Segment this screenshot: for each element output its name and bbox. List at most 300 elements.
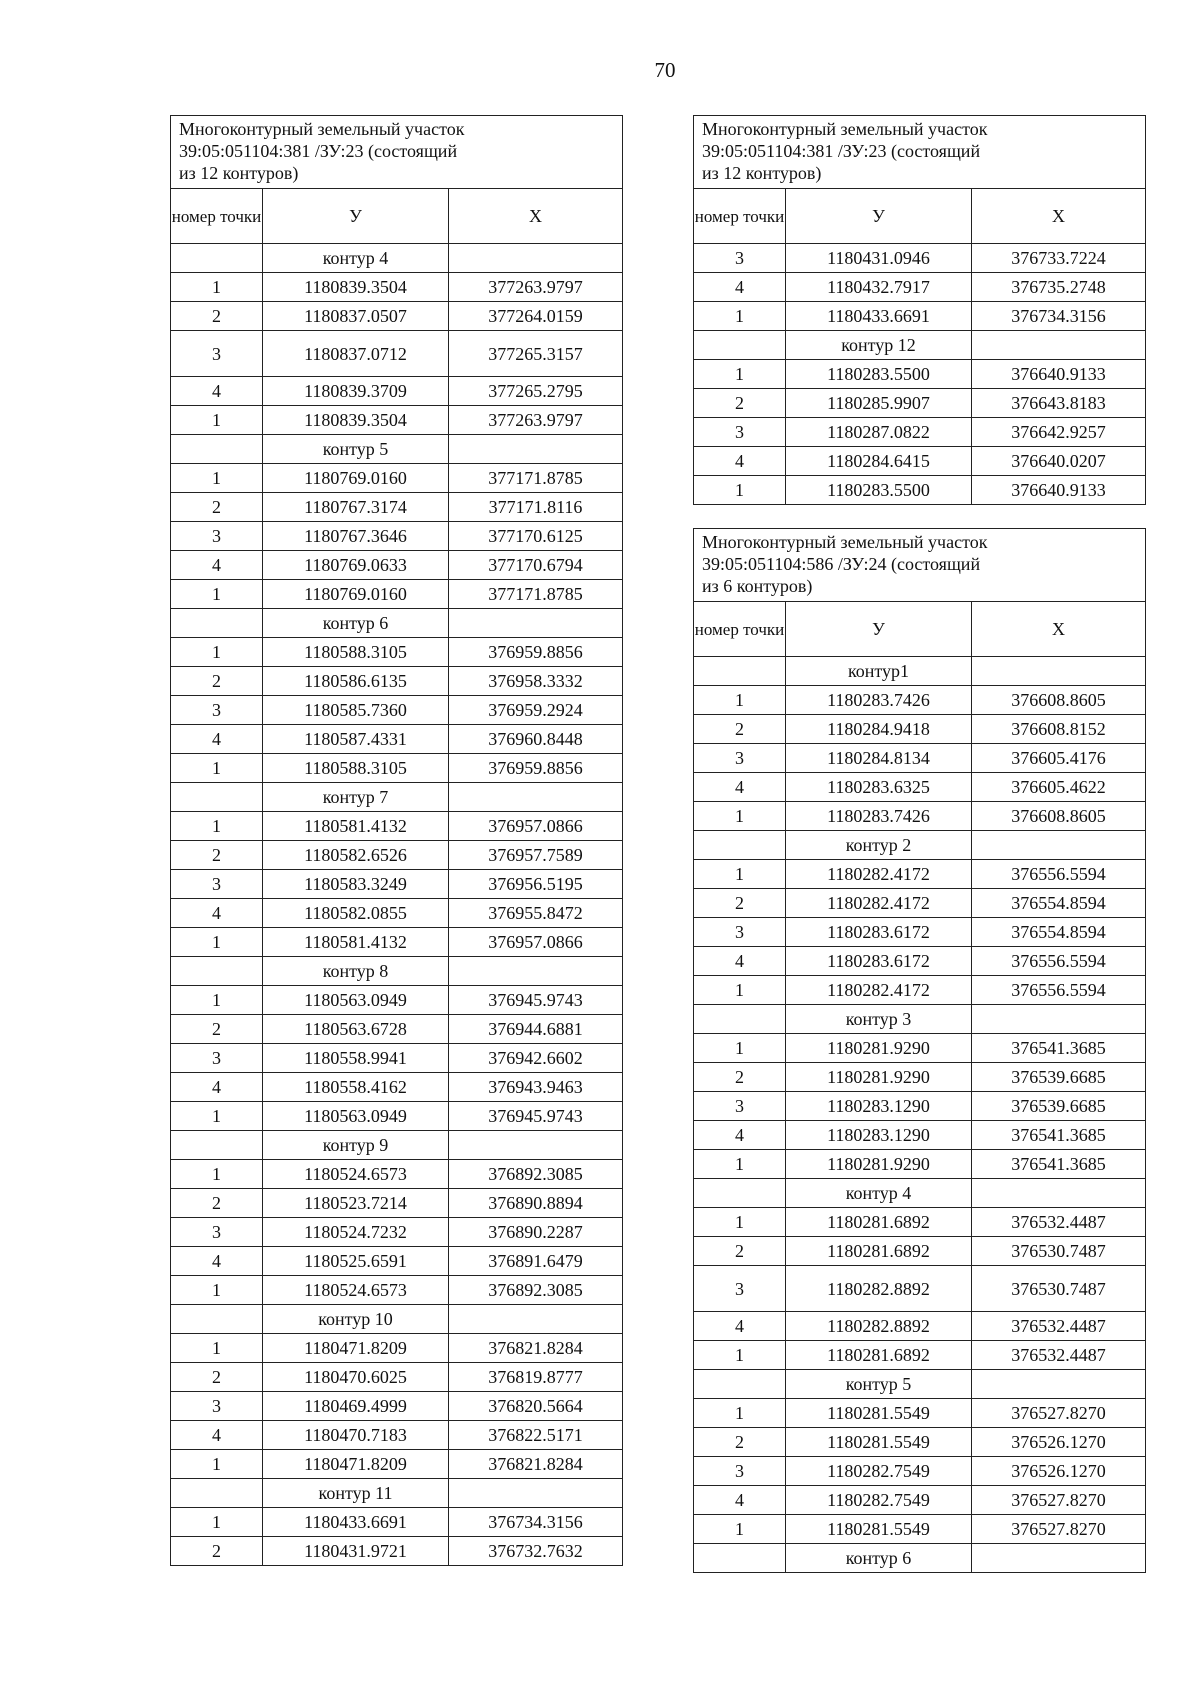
point-number-cell: 1: [171, 1160, 263, 1189]
y-coordinate-cell: 1180471.8209: [263, 1450, 449, 1479]
contour-empty-cell: [694, 1370, 786, 1399]
contour-row: [694, 1005, 1146, 1034]
x-coordinate-cell: 376541.3685: [972, 1121, 1146, 1150]
y-coordinate-cell: 1180469.4999: [263, 1392, 449, 1421]
contour-empty-cell: [171, 783, 263, 812]
point-number-cell: 2: [694, 889, 786, 918]
x-coordinate-cell: 376958.3332: [449, 667, 623, 696]
contour-row: [171, 435, 623, 464]
column-header-point-number: номер точки: [694, 602, 786, 657]
contour-empty-cell: [171, 435, 263, 464]
contour-row: [694, 1544, 1146, 1573]
y-coordinate-cell: 1180283.5500: [786, 360, 972, 389]
contour-empty-cell: [449, 244, 623, 273]
table-row: [694, 273, 1146, 302]
x-coordinate-cell: 377171.8116: [449, 493, 623, 522]
table-row: [171, 1073, 623, 1102]
point-number-cell: 4: [171, 725, 263, 754]
y-coordinate-cell: 1180767.3174: [263, 493, 449, 522]
point-number-cell: 1: [171, 1334, 263, 1363]
y-coordinate-cell: 1180287.0822: [786, 418, 972, 447]
table-row: [694, 947, 1146, 976]
y-coordinate-cell: 1180281.9290: [786, 1063, 972, 1092]
x-coordinate-cell: 376640.9133: [972, 360, 1146, 389]
table-row: [171, 1334, 623, 1363]
x-coordinate-cell: 376819.8777: [449, 1363, 623, 1392]
point-number-cell: 4: [694, 273, 786, 302]
point-number-cell: 3: [694, 744, 786, 773]
x-coordinate-cell: 377265.2795: [449, 377, 623, 406]
table-row: [694, 860, 1146, 889]
table-row: [171, 302, 623, 331]
y-coordinate-cell: 1180769.0160: [263, 580, 449, 609]
point-number-cell: 2: [171, 841, 263, 870]
x-coordinate-cell: 376608.8605: [972, 686, 1146, 715]
y-coordinate-cell: 1180558.4162: [263, 1073, 449, 1102]
point-number-cell: 3: [171, 1044, 263, 1073]
contour-empty-cell: [972, 1370, 1146, 1399]
x-coordinate-cell: 376556.5594: [972, 976, 1146, 1005]
y-coordinate-cell: 1180282.7549: [786, 1457, 972, 1486]
table-row: [171, 273, 623, 302]
x-coordinate-cell: 376608.8152: [972, 715, 1146, 744]
x-coordinate-cell: 376642.9257: [972, 418, 1146, 447]
contour-empty-cell: [694, 1179, 786, 1208]
point-number-cell: 3: [171, 696, 263, 725]
contour-row: [171, 957, 623, 986]
contour-empty-cell: [171, 1305, 263, 1334]
point-number-cell: 3: [694, 1457, 786, 1486]
table-row: [171, 754, 623, 783]
x-coordinate-cell: 376735.2748: [972, 273, 1146, 302]
contour-row: [694, 1179, 1146, 1208]
contour-empty-cell: [171, 1479, 263, 1508]
x-coordinate-cell: 376556.5594: [972, 947, 1146, 976]
table-row: [694, 1121, 1146, 1150]
y-coordinate-cell: 1180283.6325: [786, 773, 972, 802]
table-row: [694, 686, 1146, 715]
table-row: [694, 1208, 1146, 1237]
contour-label: контур 12: [786, 331, 972, 360]
table-row: [171, 377, 623, 406]
x-coordinate-cell: 376945.9743: [449, 986, 623, 1015]
table-row: [694, 1341, 1146, 1370]
point-number-cell: 2: [171, 667, 263, 696]
table-row: [171, 1450, 623, 1479]
table-row: [694, 1150, 1146, 1179]
point-number-cell: 1: [694, 686, 786, 715]
table-row: [694, 1312, 1146, 1341]
y-coordinate-cell: 1180283.5500: [786, 476, 972, 505]
coordinates-table: [693, 115, 1146, 505]
table-row: [694, 302, 1146, 331]
coordinates-table: [693, 528, 1146, 1573]
contour-empty-cell: [694, 331, 786, 360]
contour-label: контур 7: [263, 783, 449, 812]
table-row: [171, 493, 623, 522]
y-coordinate-cell: 1180431.9721: [263, 1537, 449, 1566]
table-row: [694, 918, 1146, 947]
y-coordinate-cell: 1180563.0949: [263, 986, 449, 1015]
y-coordinate-cell: 1180433.6691: [263, 1508, 449, 1537]
x-coordinate-cell: 376605.4176: [972, 744, 1146, 773]
x-coordinate-cell: 376890.8894: [449, 1189, 623, 1218]
y-coordinate-cell: 1180432.7917: [786, 273, 972, 302]
table-row: [171, 1421, 623, 1450]
table-row: [694, 1237, 1146, 1266]
contour-label: контур 9: [263, 1131, 449, 1160]
y-coordinate-cell: 1180524.6573: [263, 1276, 449, 1305]
y-coordinate-cell: 1180563.6728: [263, 1015, 449, 1044]
y-coordinate-cell: 1180588.3105: [263, 638, 449, 667]
point-number-cell: 1: [694, 1150, 786, 1179]
y-coordinate-cell: 1180282.8892: [786, 1312, 972, 1341]
point-number-cell: 1: [694, 1034, 786, 1063]
x-coordinate-cell: 376527.8270: [972, 1515, 1146, 1544]
x-coordinate-cell: 376643.8183: [972, 389, 1146, 418]
point-number-cell: 1: [171, 580, 263, 609]
point-number-cell: 2: [694, 389, 786, 418]
y-coordinate-cell: 1180558.9941: [263, 1044, 449, 1073]
contour-empty-cell: [171, 244, 263, 273]
contour-label: контур 8: [263, 957, 449, 986]
table-row: [171, 899, 623, 928]
contour-label: контур 5: [263, 435, 449, 464]
column-header-y: У: [786, 602, 972, 657]
table-row: [171, 986, 623, 1015]
y-coordinate-cell: 1180281.5549: [786, 1428, 972, 1457]
point-number-cell: 4: [171, 377, 263, 406]
column-header-x: Х: [449, 189, 623, 244]
contour-empty-cell: [972, 657, 1146, 686]
column-header-x: Х: [972, 602, 1146, 657]
x-coordinate-cell: 377264.0159: [449, 302, 623, 331]
x-coordinate-cell: 376734.3156: [972, 302, 1146, 331]
y-coordinate-cell: 1180282.4172: [786, 889, 972, 918]
point-number-cell: 2: [171, 302, 263, 331]
contour-empty-cell: [449, 609, 623, 638]
point-number-cell: 1: [694, 1399, 786, 1428]
table-row: [171, 580, 623, 609]
y-coordinate-cell: 1180283.6172: [786, 947, 972, 976]
x-coordinate-cell: 376530.7487: [972, 1266, 1146, 1312]
x-coordinate-cell: 376944.6881: [449, 1015, 623, 1044]
contour-row: [171, 1305, 623, 1334]
contour-row: [171, 1479, 623, 1508]
point-number-cell: 4: [171, 551, 263, 580]
point-number-cell: 2: [171, 1363, 263, 1392]
y-coordinate-cell: 1180281.5549: [786, 1399, 972, 1428]
table-row: [171, 1392, 623, 1421]
y-coordinate-cell: 1180282.4172: [786, 860, 972, 889]
x-coordinate-cell: 377170.6125: [449, 522, 623, 551]
contour-label: контур 6: [786, 1544, 972, 1573]
contour-row: [694, 657, 1146, 686]
point-number-cell: 1: [694, 302, 786, 331]
y-coordinate-cell: 1180281.6892: [786, 1237, 972, 1266]
y-coordinate-cell: 1180839.3709: [263, 377, 449, 406]
y-coordinate-cell: 1180563.0949: [263, 1102, 449, 1131]
table-row: [694, 1092, 1146, 1121]
x-coordinate-cell: 376539.6685: [972, 1063, 1146, 1092]
y-coordinate-cell: 1180587.4331: [263, 725, 449, 754]
contour-row: [171, 244, 623, 273]
contour-empty-cell: [449, 435, 623, 464]
y-coordinate-cell: 1180588.3105: [263, 754, 449, 783]
contour-label: контур 4: [786, 1179, 972, 1208]
point-number-cell: 1: [171, 1508, 263, 1537]
contour-label: контур 3: [786, 1005, 972, 1034]
table-row: [694, 1457, 1146, 1486]
column-header-y: У: [786, 189, 972, 244]
x-coordinate-cell: 377265.3157: [449, 331, 623, 377]
x-coordinate-cell: 376820.5664: [449, 1392, 623, 1421]
table-caption: Многоконтурный земельный участок 39:05:051104:381 /ЗУ:23 (состоящий из 12 контуров): [694, 116, 1146, 189]
point-number-cell: 4: [171, 899, 263, 928]
contour-label: контур 6: [263, 609, 449, 638]
table-row: [171, 667, 623, 696]
x-coordinate-cell: 376942.6602: [449, 1044, 623, 1073]
x-coordinate-cell: 376956.5195: [449, 870, 623, 899]
y-coordinate-cell: 1180524.6573: [263, 1160, 449, 1189]
x-coordinate-cell: 376605.4622: [972, 773, 1146, 802]
x-coordinate-cell: 377170.6794: [449, 551, 623, 580]
y-coordinate-cell: 1180839.3504: [263, 273, 449, 302]
point-number-cell: 1: [171, 812, 263, 841]
contour-row: [171, 1131, 623, 1160]
table-row: [171, 522, 623, 551]
y-coordinate-cell: 1180283.1290: [786, 1092, 972, 1121]
x-coordinate-cell: 376892.3085: [449, 1160, 623, 1189]
x-coordinate-cell: 376734.3156: [449, 1508, 623, 1537]
y-coordinate-cell: 1180281.6892: [786, 1208, 972, 1237]
point-number-cell: 4: [694, 947, 786, 976]
table-row: [171, 1508, 623, 1537]
contour-empty-cell: [171, 1131, 263, 1160]
x-coordinate-cell: 376959.8856: [449, 754, 623, 783]
table-row: [171, 1247, 623, 1276]
point-number-cell: 1: [694, 360, 786, 389]
x-coordinate-cell: 376532.4487: [972, 1312, 1146, 1341]
table-row: [171, 1160, 623, 1189]
table-row: [171, 1218, 623, 1247]
y-coordinate-cell: 1180283.7426: [786, 686, 972, 715]
column-header-y: У: [263, 189, 449, 244]
y-coordinate-cell: 1180524.7232: [263, 1218, 449, 1247]
table-row: [171, 1363, 623, 1392]
point-number-cell: 4: [694, 447, 786, 476]
table-row: [694, 802, 1146, 831]
x-coordinate-cell: 376640.0207: [972, 447, 1146, 476]
table-row: [694, 360, 1146, 389]
point-number-cell: 1: [694, 1341, 786, 1370]
table-row: [694, 976, 1146, 1005]
point-number-cell: 2: [171, 1189, 263, 1218]
x-coordinate-cell: 376541.3685: [972, 1150, 1146, 1179]
point-number-cell: 4: [694, 1121, 786, 1150]
contour-empty-cell: [972, 831, 1146, 860]
table-row: [694, 418, 1146, 447]
point-number-cell: 2: [694, 1063, 786, 1092]
column-header-point-number: номер точки: [171, 189, 263, 244]
y-coordinate-cell: 1180283.6172: [786, 918, 972, 947]
y-coordinate-cell: 1180583.3249: [263, 870, 449, 899]
contour-empty-cell: [449, 1131, 623, 1160]
contour-empty-cell: [449, 1479, 623, 1508]
point-number-cell: 3: [694, 244, 786, 273]
table-row: [171, 812, 623, 841]
point-number-cell: 3: [694, 418, 786, 447]
table-row: [694, 244, 1146, 273]
contour-empty-cell: [972, 1179, 1146, 1208]
x-coordinate-cell: 376554.8594: [972, 918, 1146, 947]
y-coordinate-cell: 1180525.6591: [263, 1247, 449, 1276]
point-number-cell: 2: [171, 1015, 263, 1044]
table-row: [694, 715, 1146, 744]
x-coordinate-cell: 376732.7632: [449, 1537, 623, 1566]
point-number-cell: 1: [171, 464, 263, 493]
x-coordinate-cell: 376959.8856: [449, 638, 623, 667]
y-coordinate-cell: 1180283.7426: [786, 802, 972, 831]
x-coordinate-cell: 376541.3685: [972, 1034, 1146, 1063]
point-number-cell: 1: [171, 928, 263, 957]
y-coordinate-cell: 1180282.7549: [786, 1486, 972, 1515]
point-number-cell: 1: [171, 273, 263, 302]
point-number-cell: 1: [694, 1208, 786, 1237]
point-number-cell: 1: [171, 406, 263, 435]
page-number: 70: [654, 58, 676, 82]
point-number-cell: 3: [694, 918, 786, 947]
contour-label: контур 2: [786, 831, 972, 860]
x-coordinate-cell: 376539.6685: [972, 1092, 1146, 1121]
point-number-cell: 1: [171, 1102, 263, 1131]
x-coordinate-cell: 376891.6479: [449, 1247, 623, 1276]
point-number-cell: 1: [171, 1276, 263, 1305]
table-row: [171, 406, 623, 435]
x-coordinate-cell: 376526.1270: [972, 1457, 1146, 1486]
contour-empty-cell: [171, 957, 263, 986]
point-number-cell: 3: [694, 1266, 786, 1312]
point-number-cell: 3: [171, 331, 263, 377]
table-row: [694, 1515, 1146, 1544]
x-coordinate-cell: 376526.1270: [972, 1428, 1146, 1457]
x-coordinate-cell: 376532.4487: [972, 1208, 1146, 1237]
point-number-cell: 3: [171, 522, 263, 551]
y-coordinate-cell: 1180523.7214: [263, 1189, 449, 1218]
table-row: [171, 725, 623, 754]
contour-row: [694, 331, 1146, 360]
x-coordinate-cell: 376822.5171: [449, 1421, 623, 1450]
contour-empty-cell: [694, 657, 786, 686]
point-number-cell: 1: [694, 860, 786, 889]
table-row: [171, 1276, 623, 1305]
table-row: [171, 928, 623, 957]
table-row: [694, 1486, 1146, 1515]
table-row: [171, 1015, 623, 1044]
y-coordinate-cell: 1180283.1290: [786, 1121, 972, 1150]
y-coordinate-cell: 1180582.0855: [263, 899, 449, 928]
y-coordinate-cell: 1180284.8134: [786, 744, 972, 773]
table-caption: Многоконтурный земельный участок 39:05:051104:381 /ЗУ:23 (состоящий из 12 контуров): [171, 116, 623, 189]
x-coordinate-cell: 377263.9797: [449, 406, 623, 435]
x-coordinate-cell: 377171.8785: [449, 464, 623, 493]
x-coordinate-cell: 376608.8605: [972, 802, 1146, 831]
contour-empty-cell: [694, 1005, 786, 1034]
contour-empty-cell: [449, 1305, 623, 1334]
point-number-cell: 4: [171, 1073, 263, 1102]
coordinates-table: [170, 115, 623, 1566]
y-coordinate-cell: 1180839.3504: [263, 406, 449, 435]
contour-empty-cell: [972, 1005, 1146, 1034]
table-row: [171, 331, 623, 377]
table-row: [171, 1102, 623, 1131]
column-header-point-number: номер точки: [694, 189, 786, 244]
point-number-cell: 2: [694, 1237, 786, 1266]
contour-label: контур 10: [263, 1305, 449, 1334]
y-coordinate-cell: 1180281.9290: [786, 1150, 972, 1179]
y-coordinate-cell: 1180281.9290: [786, 1034, 972, 1063]
contour-row: [171, 783, 623, 812]
point-number-cell: 1: [171, 1450, 263, 1479]
y-coordinate-cell: 1180470.6025: [263, 1363, 449, 1392]
y-coordinate-cell: 1180585.7360: [263, 696, 449, 725]
x-coordinate-cell: 376556.5594: [972, 860, 1146, 889]
table-row: [694, 1063, 1146, 1092]
contour-empty-cell: [449, 957, 623, 986]
y-coordinate-cell: 1180284.9418: [786, 715, 972, 744]
contour-empty-cell: [694, 1544, 786, 1573]
contour-row: [694, 831, 1146, 860]
x-coordinate-cell: 376530.7487: [972, 1237, 1146, 1266]
x-coordinate-cell: 376957.0866: [449, 928, 623, 957]
table-row: [694, 476, 1146, 505]
y-coordinate-cell: 1180581.4132: [263, 812, 449, 841]
y-coordinate-cell: 1180285.9907: [786, 389, 972, 418]
x-coordinate-cell: 376945.9743: [449, 1102, 623, 1131]
x-coordinate-cell: 377263.9797: [449, 273, 623, 302]
table-row: [171, 870, 623, 899]
y-coordinate-cell: 1180582.6526: [263, 841, 449, 870]
point-number-cell: 4: [694, 773, 786, 802]
contour-empty-cell: [694, 831, 786, 860]
point-number-cell: 3: [171, 1392, 263, 1421]
y-coordinate-cell: 1180767.3646: [263, 522, 449, 551]
contour-row: [694, 1370, 1146, 1399]
table-row: [171, 841, 623, 870]
point-number-cell: 1: [694, 802, 786, 831]
x-coordinate-cell: 376640.9133: [972, 476, 1146, 505]
table-row: [694, 1034, 1146, 1063]
table-row: [694, 889, 1146, 918]
table-row: [694, 744, 1146, 773]
table-caption: Многоконтурный земельный участок 39:05:051104:586 /ЗУ:24 (состоящий из 6 контуров): [694, 529, 1146, 602]
point-number-cell: 1: [171, 638, 263, 667]
contour-empty-cell: [972, 1544, 1146, 1573]
point-number-cell: 2: [694, 1428, 786, 1457]
x-coordinate-cell: 376957.0866: [449, 812, 623, 841]
table-row: [171, 1189, 623, 1218]
x-coordinate-cell: 376527.8270: [972, 1486, 1146, 1515]
y-coordinate-cell: 1180431.0946: [786, 244, 972, 273]
y-coordinate-cell: 1180769.0160: [263, 464, 449, 493]
y-coordinate-cell: 1180581.4132: [263, 928, 449, 957]
table-row: [694, 389, 1146, 418]
y-coordinate-cell: 1180837.0712: [263, 331, 449, 377]
table-row: [171, 551, 623, 580]
table-row: [694, 447, 1146, 476]
contour-empty-cell: [972, 331, 1146, 360]
point-number-cell: 2: [171, 493, 263, 522]
